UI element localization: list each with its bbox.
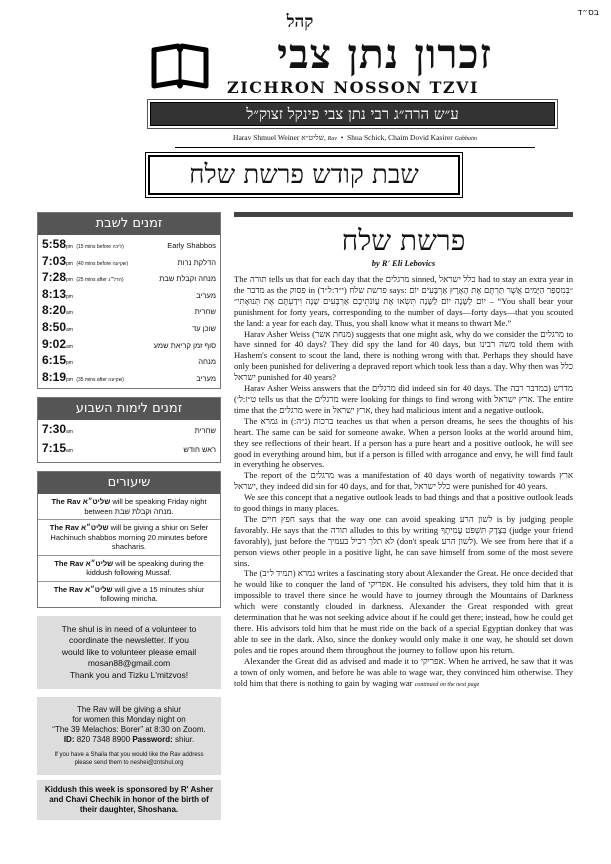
article-paragraph: The report of the מרגלים was a manifestation of 40 days worth of negativity towards ארץ ישראל, they indeed did sin for 40 days, and for that, כלל ישראל were punished for 40 years. — [234, 470, 573, 492]
english-title: ZICHRON NOSSON TZVI — [227, 78, 479, 97]
zman-name: ראש חודש — [183, 445, 216, 455]
zman-time — [42, 254, 128, 268]
zoom-password-value: shiur. — [175, 735, 195, 745]
shiurim-list — [38, 494, 220, 607]
zmanim-week-rows — [38, 420, 220, 462]
zman-note: (40 mins before שקיעה) — [76, 260, 129, 267]
zman-time-unit: pm — [66, 277, 73, 284]
zoom-id-value: 820 7348 8900 — [76, 735, 131, 745]
zoom-password-label: Password: — [132, 735, 173, 745]
left-column — [37, 212, 221, 820]
shiur-item — [38, 494, 220, 519]
volunteer-line: The shul is in need of a volunteer to — [61, 623, 197, 634]
zman-time-value: 9:02 — [42, 336, 67, 351]
zmanim-shabbos-rows — [38, 235, 220, 388]
shiur-text: will be speaking during the kiddush following Mussaf. — [86, 558, 204, 578]
zman-time — [42, 270, 124, 284]
zman-row — [38, 237, 220, 254]
zman-time — [42, 422, 73, 436]
gabbaim-names: Shua Schick, Chaim Dovid Kasirer — [347, 133, 453, 142]
women-shiur-notice — [37, 697, 221, 775]
masthead — [150, 12, 490, 102]
zman-name: שחרית — [194, 307, 216, 317]
women-line: “The 39 Melachos: Borer” at 8:30 on Zoom. — [52, 725, 206, 735]
zmanim-week-box — [37, 397, 221, 463]
article-paragraph: The גמרא in ברכות (נ״ה:) teaches us that when a person dreams, he sees the thoughts of his heart. The same can be said for someone awake. When a person looks at the world around him, they see reflections of their heart. If a person has a pure heart and a positive outlook, he will see good in everything around him, but if a person is filled with arrogance and envy, he will find fault in everything he observes. — [234, 415, 573, 470]
article-title: פרשת שלח — [341, 224, 466, 257]
article-paragraph: Harav Asher Weiss (מנחת אשר) suggests that one might ask, why do we consider the מרגלים to have sinned for 40 days? They did spy the land for 40 days, but משה רבינו told them with Hashem's consent to scout the land, there is nothing wrong with that. Perhaps they should have only been punished for delivering a depraved report which took less than a day. Why then was כלל ישראל punished for 40 years? — [234, 328, 573, 383]
shiur-text: will be speaking Friday night between מנחה וקבלת שבת. — [84, 497, 207, 516]
zman-time — [42, 287, 73, 301]
zman-time — [42, 237, 124, 251]
zman-time-unit: am — [66, 429, 73, 436]
article-body — [234, 274, 573, 690]
shiur-text: will give a 15 minutes shiur following mincha. — [100, 584, 205, 604]
zman-name: הדלקת נרות — [177, 257, 216, 267]
zman-row — [38, 370, 220, 387]
zman-row — [38, 422, 220, 441]
volunteer-email[interactable]: mosan88@gmail.com — [87, 658, 171, 669]
kiddush-line: their daughter, Shoshana. — [79, 805, 179, 815]
shiur-lead: The Rav שליט״א — [51, 497, 111, 507]
zman-name: שוכן עד — [192, 323, 216, 333]
zman-row — [38, 270, 220, 287]
zmanim-shabbos-box — [37, 212, 221, 389]
zman-note: (15 mins before ליכה) — [76, 244, 124, 250]
article-byline: by R' Eli Lebovics — [371, 258, 436, 268]
parsha-title-box: שבת קודש פרשת שלח — [148, 155, 460, 195]
zmanim-week-title: זמנים לימות השבוע — [38, 398, 220, 420]
zman-time-unit: pm — [66, 376, 73, 383]
zman-row — [38, 287, 220, 304]
rav-title: שליט״א — [301, 133, 324, 142]
hebrew-title: זכרון נתן צבי — [277, 30, 492, 78]
zman-time-unit: am — [66, 326, 73, 333]
zman-note: (35 mins after שקיעה) — [76, 376, 124, 383]
article-paragraph: The תורה tells us that for each day that the מרגלים sinned, כלל ישראל had to stay an extra year in the מדבר as the פסוק in פרשת שלח (י״ד:ל״ד) says: ״בְּמִסְפַּר הַיָּמִים אֲשֶׁר תַּרְתֶּם אֶת הָאָרֶץ אַרְבָּעִים יוֹם יוֹם לַשָּׁנָה יוֹם לַשָּׁנָה תִּשְׂאוּ אֶת עֲוֹנֹתֵיכֶם אַרְבָּעִים שָׁנָה וִידַעְתֶּם אֶת תְּנוּאָתִי״ – “You shall bear your punishment for forty years, corresponding to the number of days—forty days—that you scouted the land: a year for each day. Thus, you shall know what it means to thwart Me.” — [234, 274, 574, 328]
shiur-item — [38, 519, 220, 555]
zman-time-unit: am — [66, 310, 73, 317]
zman-name: מעריב — [196, 290, 216, 300]
zman-time-value: 8:50 — [42, 319, 67, 334]
continued-note: continued on the next page — [414, 681, 480, 688]
article-paragraph: Alexander the Great did as advised and made it to אפריקי. When he arrived, he saw that it was a town of only women, and before he was able to wage war, they convinced him otherwise. They told him that there is nothing to gain by waging war continued on the next page — [234, 655, 573, 688]
memorial-banner: ע״ש הרה״ג רבי נתן צבי פינקל זצוק״ל — [150, 102, 555, 126]
shiur-lead: The Rav שליט״א — [54, 558, 114, 568]
shaila-note-line: If you have a Shaila that you would like the Rav address — [54, 752, 204, 759]
zman-name: סוף זמן קריאת שמע — [153, 340, 216, 350]
shiur-item — [38, 555, 220, 581]
volunteer-line: Thank you and Tizku L'mitzvos! — [69, 669, 189, 680]
zman-row — [38, 353, 220, 370]
zman-time-value: 7:28 — [42, 270, 67, 285]
zman-name: Early Shabbos — [167, 241, 216, 250]
zman-time-value: 8:20 — [42, 303, 67, 318]
volunteer-line: would like to volunteer please email — [61, 646, 197, 657]
zman-row — [38, 303, 220, 320]
volunteer-line: coordinate the newsletter. If you — [68, 635, 190, 646]
zman-row — [38, 441, 220, 460]
zman-time-value: 8:19 — [42, 369, 67, 384]
zman-row — [38, 337, 220, 354]
zman-row — [38, 254, 220, 271]
kiddush-sponsor — [37, 780, 221, 820]
zman-time-value: 7:30 — [42, 422, 67, 437]
zman-time — [42, 320, 73, 334]
zman-time-value: 6:15 — [42, 353, 67, 368]
zman-name: מעריב — [196, 373, 216, 383]
zman-time — [42, 303, 73, 317]
zmanim-shabbos-title: זמנים לשבת — [38, 213, 220, 235]
article-paragraph: The חפץ חיים says that the way one can avoid speaking לשון הרע is by judging people favorably. He says that the תורה alludes to this by writing בְּצֶדֶק תִּשְׁפֹּט עֲמִיתֶךָ (judge your friend favorably), just before the לא תלך רכיל בעמיך (don't speak לשון הרע). We see from here that if a person views other people in a positive light, he can save himself from some of the most severe sins. — [234, 513, 574, 568]
women-line: for women this Monday night on — [72, 715, 186, 725]
article-paragraph: We see this concept that a negative outlook leads to bad things and that a positive outlook leads to good things in many places. — [234, 492, 573, 514]
zman-time — [42, 370, 124, 384]
rav-name: Harav Shmuel Weiner — [233, 133, 300, 142]
shiur-lead: The Rav שליט״א — [53, 584, 113, 594]
zman-row — [38, 320, 220, 337]
main-column — [234, 212, 573, 690]
women-line: The Rav will be giving a shiur — [76, 705, 182, 715]
article-paragraph: The גמרא (תמיד ל״ב) writes a fascinating story about Alexander the Great. He once decided that he would like to conquer the land of אפריקי. He consulted his advisers, they told him that it is impossible to travel there since he would have to journey through the Mountains of Darkness which were constantly clouded in darkness. Alexander the Great responded with great determination that he was not seeking advice about if he could get there; instead, how he could get there. His advisors told him that he must ride on the back of a special Egyptian donkey that was able to see in the dark. Also, since the donkey would only make it one way, he should set down poles and tie ropes around them throughout the journey to follow upon his return. — [234, 568, 573, 655]
zman-time-unit: pm — [66, 360, 73, 367]
rav-role: Rav — [327, 136, 337, 142]
zman-note: (25 mins after הדל״נ) — [76, 277, 124, 284]
zman-time-value: 7:15 — [42, 441, 67, 456]
zman-time-unit: am — [66, 448, 73, 455]
shiurim-box — [37, 471, 221, 608]
zman-time-value: 8:13 — [42, 286, 67, 301]
shiur-item — [38, 581, 220, 607]
article-paragraph: Harav Asher Weiss answers that the מרגלים did indeed sin for 40 days. The מדרש (במדבר רבה ט״ז:ל׳) tells us that the מרגלים were looking for things to find wrong with ארץ ישראל. The entire time that the מרגלים were in ארץ ישראל, they had malicious intent and a negative outlook. — [234, 383, 574, 415]
kiddush-line: and Chavi Chechik in honor of the birth of — [49, 795, 209, 805]
zoom-info — [41, 735, 217, 745]
shiurim-title: שיעורים — [38, 472, 220, 494]
bsd-mark: בס״ד — [577, 8, 599, 18]
shiur-text: will be giving a shiur on Sefer Hachinuch shabbos morning 20 minutes before shacharis. — [50, 523, 209, 552]
zman-time-value: 7:03 — [42, 253, 67, 268]
zman-time — [42, 337, 73, 351]
gabbaim-role: Gabbaim — [454, 136, 477, 142]
zman-name: שחרית — [194, 426, 216, 436]
zman-time-unit: pm — [66, 293, 73, 300]
kahal-label: קהל — [286, 12, 314, 32]
zman-name: מנחה — [198, 357, 216, 367]
volunteer-notice — [37, 616, 221, 690]
zman-time-unit: pm — [66, 244, 73, 250]
open-book-icon — [150, 42, 210, 90]
zman-time — [42, 441, 73, 455]
zoom-id-label: ID: — [63, 735, 75, 745]
shaila-note — [41, 751, 217, 767]
zman-time-value: 5:58 — [42, 237, 67, 251]
zman-time-unit: am — [66, 343, 73, 350]
staff-line: Harav Shmuel Weiner שליט״א, Rav • Shua Schick, Chaim Dovid Kasirer Gabbaim — [175, 132, 535, 148]
zman-time-unit: pm — [66, 260, 73, 267]
shaila-note-email[interactable]: please send them to neshei@zntshul.org — [74, 760, 184, 767]
zman-name: מנחה וקבלת שבת — [159, 274, 216, 284]
zman-time — [42, 353, 73, 367]
article-top-rule — [234, 212, 573, 217]
kiddush-line: Kiddush this week is sponsored by R' Asher — [44, 785, 214, 795]
shiur-lead: The Rav שליט״א — [49, 523, 109, 533]
